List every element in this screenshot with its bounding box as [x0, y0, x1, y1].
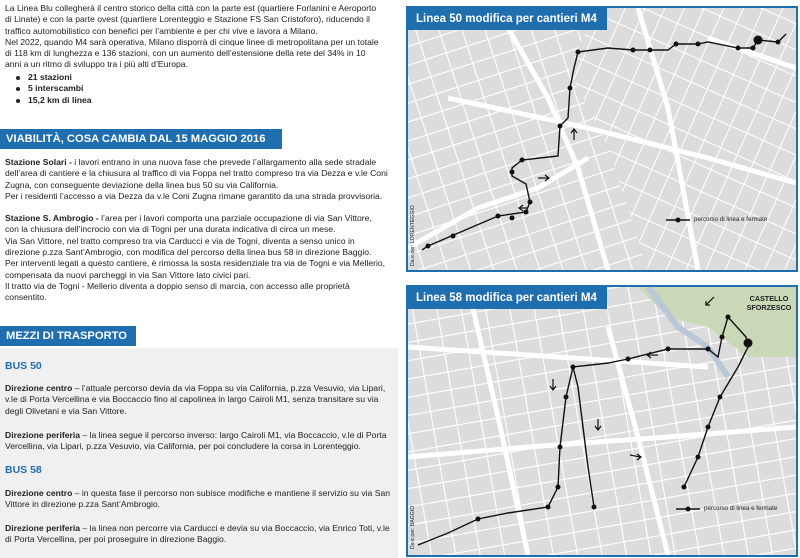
- viabilita-header: VIABILITÀ, COSA CAMBIA DAL 15 MAGGIO 2016: [0, 129, 282, 149]
- ambrogio-paragraph: [0, 213, 398, 236]
- map50-stop: [776, 40, 781, 45]
- map58-stop: [592, 505, 597, 510]
- solari-text: i lavori entrano in una nuova fase che prevede l’allargamento alla sede stradale dell’area di cantiere e la chiusura al traffico di via Foppa nel tratto compreso tra via Dezza e v.le Coni Zugna, con conseguente deviazione della linea bus 50 su via California.: [5, 157, 388, 190]
- map50-stop: [510, 170, 515, 175]
- stat-interchanges: 5 interscambi: [14, 83, 392, 94]
- castello-label: CASTELLO SFORZESCO: [746, 294, 792, 312]
- intro-section: [0, 3, 392, 106]
- bus58-periferia-label: Direzione periferia: [5, 523, 80, 533]
- map58-stop: [720, 335, 725, 340]
- map-line-58[interactable]: [406, 285, 798, 557]
- map50-stop: [674, 42, 679, 47]
- map50-stop: [510, 216, 515, 221]
- map50-vertical-label: Da e per: LORENTEGGIO: [410, 205, 416, 266]
- map50-stop: [576, 50, 581, 55]
- map58-canvas: [408, 287, 796, 555]
- solari-paragraph: [0, 157, 398, 191]
- bus50-centro: [0, 383, 407, 417]
- ambrogio-text: l’area per i lavori comporta una parziale occupazione di via San Vittore, con la chiusura dell’incrocio con via di Togni per una durata indicativa di circa un mese.: [5, 213, 372, 235]
- map58-terminus: [744, 339, 753, 348]
- intro-paragraph-1: La Linea Blu collegherà il centro storico della città con la parte est (quartiere Forlanini e Aeroporto di Linate) e con la parte ovest (quartiere Lorenteggio e Stazione FS San Cristoforo), riducendo il traffico automobilistico con benefici per l’ambiente e per chi vive e lavora a Milano.: [5, 3, 377, 36]
- ambrogio-paragraph-2: Via San Vittore, nel tratto compreso tra via Carducci e via de Togni, diventa a senso unico in direzione p.zza Sant’Ambrogio, con modifica del percorso della linea bus 58 in direzione Baggio.: [5, 235, 372, 258]
- bus50-periferia: [0, 430, 407, 453]
- map-line-50[interactable]: [406, 6, 798, 272]
- map58-stop: [571, 365, 576, 370]
- bus50-title: BUS 50: [5, 360, 42, 372]
- bus58-centro-text: – in questa fase il percorso non subisce modifiche e mantiene il servizio su via San Vittore in direzione p.zza Sant’Ambrogio.: [5, 488, 391, 510]
- map50-stop: [736, 46, 741, 51]
- map50-stop: [631, 48, 636, 53]
- map50-legend-dot: [676, 218, 681, 223]
- bus50-periferia-label: Direzione periferia: [5, 430, 80, 440]
- bus50-centro-text: – l’attuale percorso devia da via Foppa su via California, p.zza Vesuvio, via Lipari, v.le di Porta Vercellina e via Boccaccio fino al capolinea in largo Cairoli M1, senza transitare su via degli Olivetani e via San Vittore.: [5, 383, 386, 416]
- map50-stop: [524, 210, 529, 215]
- bus58-centro-label: Direzione centro: [5, 488, 73, 498]
- map50-stop: [528, 200, 533, 205]
- bus50-centro-label: Direzione centro: [5, 383, 73, 393]
- stat-stations: 21 stazioni: [14, 72, 392, 83]
- map58-stop: [556, 485, 561, 490]
- map50-terminus: [754, 36, 763, 45]
- map58-stop: [706, 425, 711, 430]
- map50-canvas: [408, 8, 796, 270]
- bus58-title: BUS 58: [5, 464, 42, 476]
- map58-stop: [718, 395, 723, 400]
- maps-column: [398, 0, 800, 558]
- stat-length: 15,2 km di linea: [14, 95, 392, 106]
- map50-stop: [751, 46, 756, 51]
- viabilita-section: [0, 157, 398, 304]
- map58-legend: percorso di linea e fermate: [704, 505, 778, 512]
- solari-title: Stazione Solari -: [5, 157, 72, 167]
- ambrogio-paragraph-3: Per interventi legati a questo cantiere, è rimossa la sosta residenziale tra via de Togni e via Mellerio, compensata da nuovi parcheggi in via San Vittore lato civici pari.: [5, 258, 386, 280]
- bus58-periferia-text: – la linea non percorre via Carducci e devia su via Boccaccio, via Enrico Toti, v.le di Porta Vercellina, per poi proseguire in direzione Baggio.: [5, 523, 390, 545]
- bus50-periferia-text: – la linea segue il percorso inverso: largo Cairoli M1, via Boccaccio, v.le di Porta Vercellina, via Lipari, p.zza Vesuvio, via California, per poi concludere la corsa in Lorenteggio.: [5, 430, 387, 452]
- solari-residents: Per i residenti l’accesso a via Dezza da v.le Coni Zugna rimane garantito da una strada provvisoria.: [5, 190, 383, 201]
- map50-stop: [648, 48, 653, 53]
- article-column: [0, 0, 398, 558]
- map50-legend: percorso di linea e fermate: [694, 216, 768, 223]
- map50-stop: [496, 214, 501, 219]
- map58-stop: [564, 395, 569, 400]
- map50-title: Linea 50 modifica per cantieri M4: [408, 8, 607, 30]
- bus58-centro: [0, 488, 407, 511]
- map58-stop: [726, 315, 731, 320]
- map50-stop: [568, 86, 573, 91]
- trasporto-section: [0, 348, 398, 558]
- map58-legend-dot: [686, 507, 691, 512]
- map50-stop: [520, 158, 525, 163]
- map58-stop: [682, 485, 687, 490]
- map58-stop: [706, 347, 711, 352]
- ambrogio-paragraph-4: Il tratto via de Togni - Mellerio diventa a doppio senso di marcia, con accesso alle proprietà consentito.: [5, 280, 350, 303]
- map50-stop: [426, 244, 431, 249]
- ambrogio-title: Stazione S. Ambrogio -: [5, 213, 99, 224]
- map58-stop: [626, 357, 631, 362]
- trasporto-header: MEZZI DI TRASPORTO: [0, 326, 136, 346]
- map58-stop: [696, 455, 701, 460]
- map58-title: Linea 58 modifica per cantieri M4: [408, 287, 607, 309]
- map58-stop: [546, 505, 551, 510]
- map58-stop: [476, 517, 481, 522]
- bus58-periferia: [0, 523, 407, 546]
- map58-vertical-label: Da e per: BAGGIO: [410, 505, 416, 549]
- map50-stop: [558, 124, 563, 129]
- map50-stop: [451, 234, 456, 239]
- stats-list: [0, 72, 392, 106]
- map50-stop: [696, 42, 701, 47]
- intro-paragraph-2: Nel 2022, quando M4 sarà operativa, Milano disporrà di cinque linee di metropolitana per un totale di 118 km di lunghezza e 136 stazioni, con un aumento dell’estensione della rete del 34% in 10 anni a un ritmo di sviluppo tra i più alti d’Europa.: [5, 36, 379, 70]
- map58-stop: [558, 445, 563, 450]
- map58-stop: [666, 347, 671, 352]
